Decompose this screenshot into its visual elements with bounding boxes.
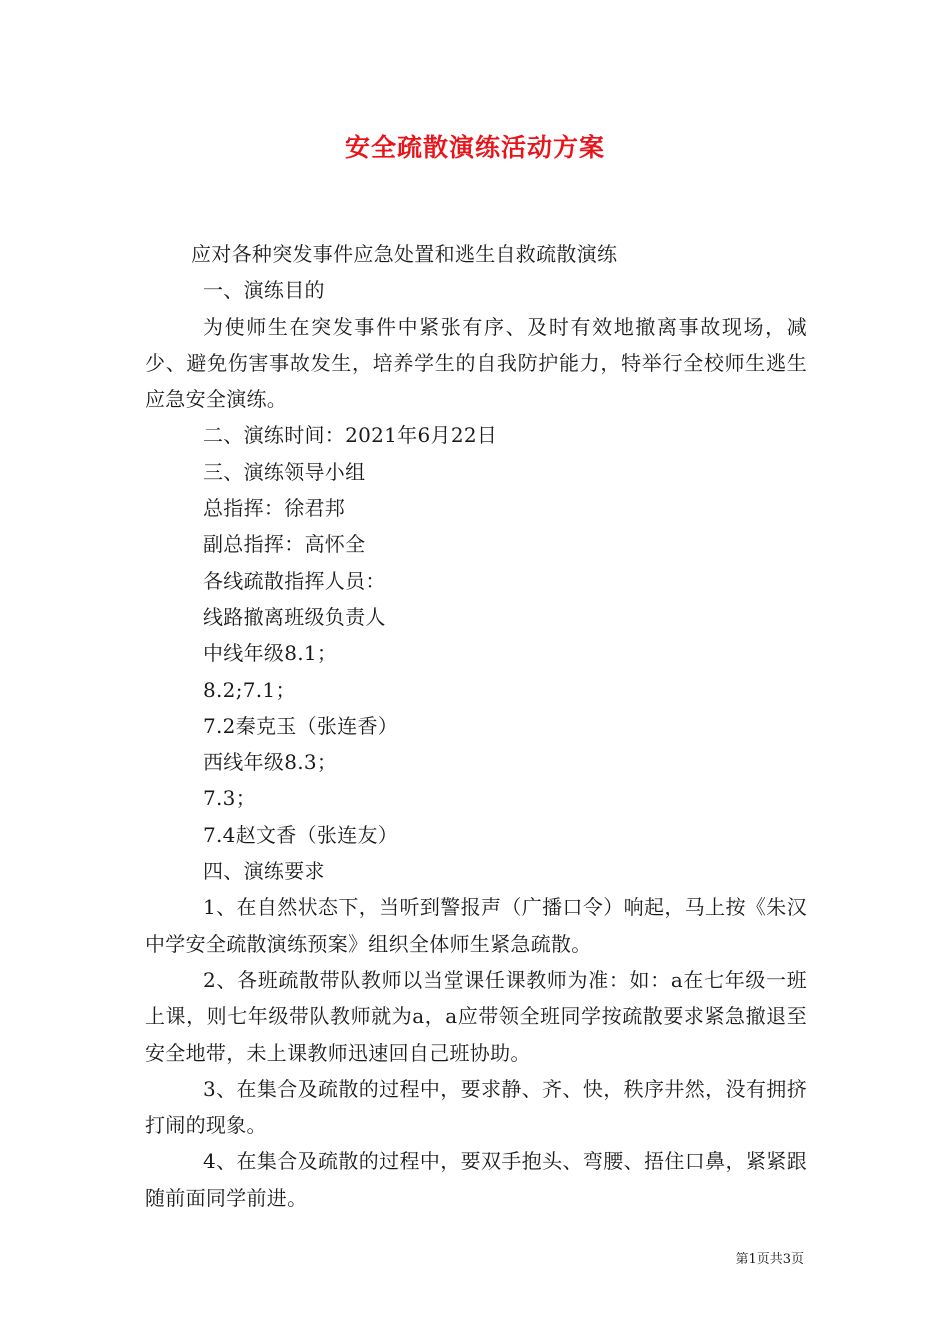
document-title: 安全疏散演练活动方案 (344, 133, 605, 162)
west-route-line: 西线年级8.3； (203, 750, 338, 775)
requirement-4: 4、在集合及疏散的过程中，要双手抱头、弯腰、捂住口鼻，紧紧跟随前面同学前进。 (145, 1149, 807, 1210)
middle-route-classes: 8.2;7.1； (203, 677, 296, 702)
paragraph-purpose: 为使师生在突发事件中紧张有序、及时有效地撤离事故现场，减少、避免伤害事故发生，培养学生的自我防护能力，特举行全校师生逃生应急安全演练。 (145, 314, 807, 412)
route-commanders-line: 各线疏散指挥人员： (203, 568, 386, 593)
commander-line: 总指挥：徐君邦 (203, 496, 346, 521)
page-number: 第1页共3页 (735, 1252, 804, 1267)
requirement-1: 1、在自然状态下，当听到警报声（广播口令）响起，马上按《朱汉中学安全疏散演练预案》组织全体师生紧急疏散。 (145, 895, 807, 956)
section-heading-leaders: 三、演练领导小组 (203, 459, 366, 484)
requirement-2: 2、各班疏散带队教师以当堂课任课教师为准：如：a在七年级一班上课，则七年级带队教师就为a，a应带领全班同学按疏散要求紧急撤退至安全地带，未上课教师迅速回自己班协助。 (145, 967, 807, 1065)
section-heading-time: 二、演练时间：2021年6月22日 (203, 423, 498, 448)
middle-route-line: 中线年级8.1； (203, 641, 338, 666)
document-body (145, 236, 807, 1216)
west-route-leader: 7.4赵文香（张连友） (203, 822, 399, 847)
middle-route-leader: 7.2秦克玉（张连香） (203, 713, 399, 738)
west-route-classes: 7.3； (203, 786, 257, 811)
route-header-line: 线路撤离班级负责人 (203, 604, 386, 629)
requirement-3: 3、在集合及疏散的过程中，要求静、齐、快，秩序井然，没有拥挤打闹的现象。 (145, 1076, 807, 1138)
deputy-commander-line: 副总指挥：高怀全 (203, 532, 366, 557)
paragraph-intro: 应对各种突发事件应急处置和逃生自救疏散演练 (191, 242, 618, 266)
section-heading-requirements: 四、演练要求 (203, 859, 325, 884)
section-heading-purpose: 一、演练目的 (203, 278, 325, 303)
